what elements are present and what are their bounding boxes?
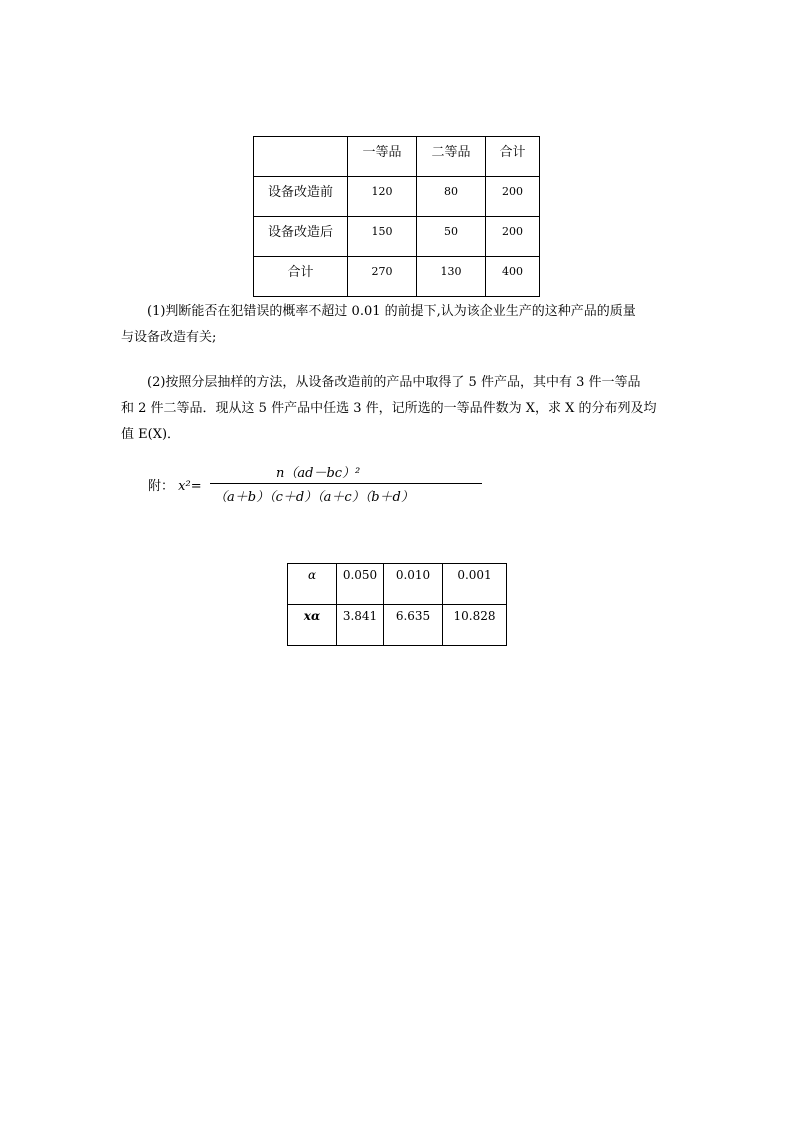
question-1-line-2: 与设备改造有关; [121, 330, 217, 345]
formula-numerator: n（ad－bc）² [276, 466, 361, 481]
question-1 [121, 299, 681, 351]
table-row [288, 605, 507, 646]
table-cell: 270 [348, 257, 417, 297]
table-header-cell: 一等品 [348, 137, 417, 177]
table-cell: 400 [486, 257, 540, 297]
row-label: 设备改造前 [254, 177, 348, 217]
table-header-cell: 二等品 [417, 137, 486, 177]
table-cell: 0.010 [384, 564, 443, 605]
table-cell: 130 [417, 257, 486, 297]
table-cell: 120 [348, 177, 417, 217]
question-2-line-3: 值 E(X)． [121, 427, 181, 442]
formula-label: 附： [148, 479, 175, 494]
table-cell: 200 [486, 177, 540, 217]
table-row [288, 564, 507, 605]
formula-lhs: x²= [178, 479, 202, 494]
critical-value-table [287, 563, 507, 646]
contingency-table [253, 136, 540, 297]
table-cell: 10.828 [443, 605, 507, 646]
question-2-line-1: (2)按照分层抽样的方法，从设备改造前的产品中取得了 5 件产品，其中有 3 件一等品 [147, 375, 641, 390]
table-cell: α [288, 564, 337, 605]
table-row [254, 257, 540, 297]
table-header-cell: 合计 [486, 137, 540, 177]
table-row [254, 217, 540, 257]
table-cell: 3.841 [337, 605, 384, 646]
table-cell: 0.001 [443, 564, 507, 605]
table-cell: 80 [417, 177, 486, 217]
formula-denominator: （a＋b）（c＋d）（a＋c）（b＋d） [214, 490, 414, 505]
table-cell: xα [288, 605, 337, 646]
table-row [254, 177, 540, 217]
question-2 [121, 370, 681, 448]
question-1-line-1: (1)判断能否在犯错误的概率不超过 0.01 的前提下,认为该企业生产的这种产品的质量 [147, 304, 636, 319]
table-header-cell [254, 137, 348, 177]
table-cell: 150 [348, 217, 417, 257]
table-cell: 0.050 [337, 564, 384, 605]
row-label: 设备改造后 [254, 217, 348, 257]
table-cell: 200 [486, 217, 540, 257]
row-label: 合计 [254, 257, 348, 297]
table-header-row [254, 137, 540, 177]
table-cell: 50 [417, 217, 486, 257]
fraction-bar [210, 483, 482, 484]
table-cell: 6.635 [384, 605, 443, 646]
question-2-line-2: 和 2 件二等品．现从这 5 件产品中任选 3 件，记所选的一等品件数为 X，求 X 的分布列及均 [121, 401, 657, 416]
formula-label-line [148, 475, 202, 494]
